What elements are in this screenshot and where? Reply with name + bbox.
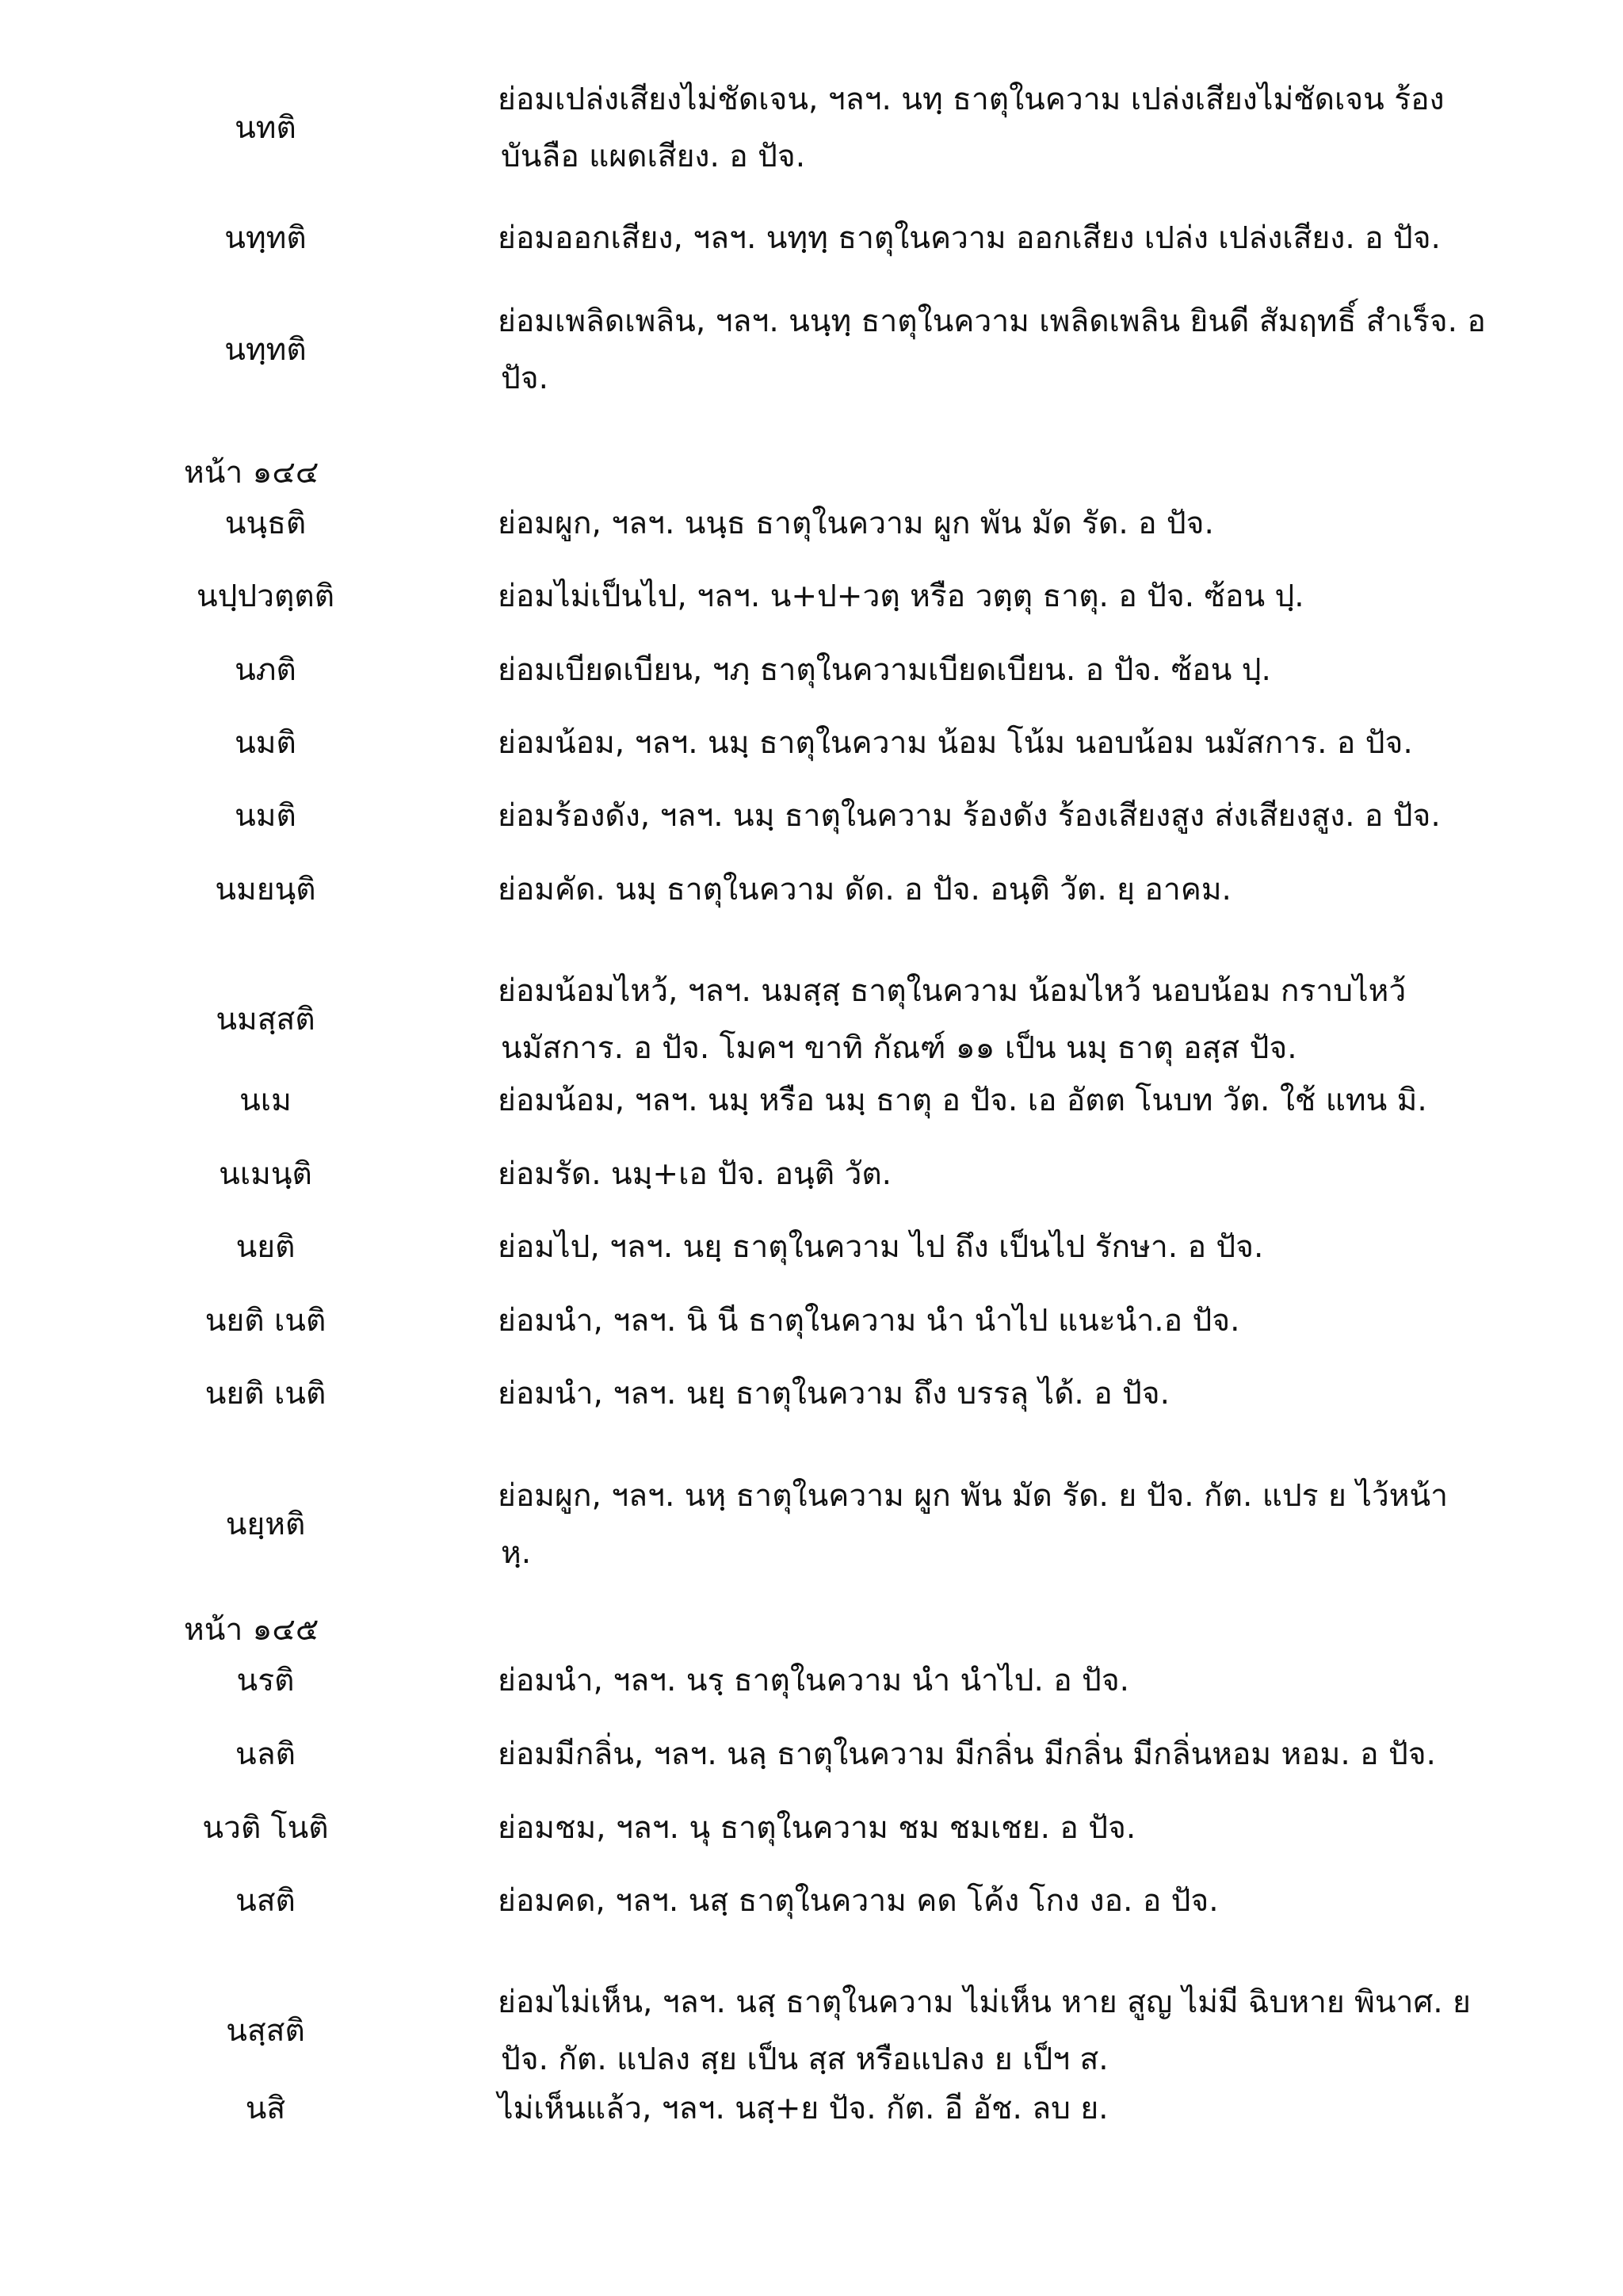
definition-line: ไม่เห็นแล้ว, ฯลฯ. นสฺ+ย ปัจ. กัต. อี อัช. ลบ ย. (498, 2091, 1109, 2126)
definition-line: ย่อมนำ, ฯลฯ. นยฺ ธาตุในความ ถึง บรรลุ ได้. อ ปัจ. (498, 1376, 1170, 1412)
definition-line: ย่อมคด, ฯลฯ. นสฺ ธาตุในความ คด โค้ง โกง งอ. อ ปัจ. (498, 1883, 1219, 1919)
dictionary-entry (0, 1800, 1623, 1857)
entry-term: นนฺธติ (224, 506, 307, 541)
entry-definition (498, 1366, 1560, 1423)
definition-line: ย่อมไม่เป็นไป, ฯลฯ. น+ป+วตฺ หรือ วตฺตุ ธาตุ. อ ปัจ. ซ้อน ปฺ. (498, 579, 1304, 614)
entry-term: นปฺปวตฺตติ (196, 579, 335, 614)
entry-term: นมสฺสติ (216, 1002, 315, 1037)
dictionary-entry (0, 1219, 1623, 1276)
dictionary-entry (0, 495, 1623, 552)
dictionary-entry (0, 210, 1623, 267)
dictionary-entry (0, 2080, 1623, 2137)
entry-term: นเมนฺติ (219, 1156, 312, 1192)
entry-definition (498, 1072, 1560, 1129)
definition-line: ย่อมชม, ฯลฯ. นุ ธาตุในความ ชม ชมเชย. อ ปัจ. (498, 1810, 1136, 1846)
entry-term: นรติ (236, 1663, 295, 1698)
definition-line: ย่อมเบียดเบียน, ฯภฺ ธาตุในความเบียดเบียน. อ ปัจ. ซ้อน ปฺ. (498, 652, 1271, 688)
entry-definition (498, 1873, 1560, 1930)
dictionary-entry (0, 1873, 1623, 1930)
dictionary-entry (0, 71, 1623, 185)
entry-term: นมยนฺติ (215, 872, 316, 907)
dictionary-entry (0, 963, 1623, 1077)
dictionary-entry (0, 1652, 1623, 1710)
definition-line: ย่อมไม่เห็น, ฯลฯ. นสฺ ธาตุในความ ไม่เห็น หาย สูญ ไม่มี ฉิบหาย พินาศ. ย (498, 1985, 1471, 2020)
entry-term: นทฺทติ (224, 332, 307, 368)
entry-definition (498, 1800, 1560, 1857)
definition-line: ย่อมคัด. นมฺ ธาตุในความ ดัด. อ ปัจ. อนฺติ วัต. ยฺ อาคม. (498, 872, 1232, 907)
definition-line: หฺ. (501, 1535, 532, 1571)
definition-line: ย่อมออกเสียง, ฯลฯ. นทฺทฺ ธาตุในความ ออกเสียง เปล่ง เปล่งเสียง. อ ปัจ. (498, 220, 1441, 256)
dictionary-entry (0, 293, 1623, 407)
definition-line: ย่อมร้องดัง, ฯลฯ. นมฺ ธาตุในความ ร้องดัง ร้องเสียงสูง ส่งเสียงสูง. อ ปัจ. (498, 798, 1441, 834)
dictionary-entry (0, 1726, 1623, 1783)
dictionary-entry (0, 642, 1623, 699)
dictionary-entry (0, 1974, 1623, 2088)
entry-definition (498, 1726, 1560, 1783)
definition-line: ย่อมน้อม, ฯลฯ. นมฺ หรือ นมฺ ธาตุ อ ปัจ. เอ อัตต โนบท วัต. ใช้ แทน มิ. (498, 1083, 1427, 1118)
entry-definition (498, 1146, 1560, 1203)
entry-definition (498, 715, 1560, 772)
definition-line: ย่อมไป, ฯลฯ. นยฺ ธาตุในความ ไป ถึง เป็นไป รักษา. อ ปัจ. (498, 1229, 1264, 1265)
entry-definition (498, 1219, 1560, 1276)
entry-definition (498, 495, 1560, 552)
entry-definition (498, 2080, 1560, 2137)
definition-line: ย่อมรัด. นมฺ+เอ ปัจ. อนฺติ วัต. (498, 1156, 892, 1192)
entry-definition (498, 963, 1560, 1077)
entry-definition (498, 1468, 1560, 1582)
entry-term: นเม (239, 1083, 292, 1118)
definition-line: ย่อมเพลิดเพลิน, ฯลฯ. นนฺทฺ ธาตุในความ เพลิดเพลิน ยินดี สัมฤทธิ์ สำเร็จ. อ (498, 304, 1486, 339)
definition-line: นมัสการ. อ ปัจ. โมคฯ ขาทิ กัณฑ์ ๑๑ เป็น นมฺ ธาตุ อสฺส ปัจ. (501, 1030, 1297, 1066)
entry-definition (498, 642, 1560, 699)
dictionary-entry (0, 1146, 1623, 1203)
dictionary-entry (0, 1293, 1623, 1350)
definition-line: ปัจ. กัต. แปลง สฺย เป็น สฺส หรือแปลง ย เป็ฯ ส. (501, 2042, 1109, 2077)
entry-term: นภติ (235, 652, 296, 688)
definition-line: ย่อมมีกลิ่น, ฯลฯ. นลฺ ธาตุในความ มีกลิ่น มีกลิ่น มีกลิ่นหอม หอม. อ ปัจ. (498, 1736, 1436, 1772)
definition-line: ย่อมนำ, ฯลฯ. นรฺ ธาตุในความ นำ นำไป. อ ปัจ. (498, 1663, 1130, 1698)
entry-definition (498, 861, 1560, 919)
entry-term: นทฺทติ (224, 220, 307, 256)
dictionary-entry (0, 568, 1623, 625)
definition-line: ปัจ. (501, 361, 549, 396)
entry-definition (498, 568, 1560, 625)
entry-definition (498, 1974, 1560, 2088)
entry-definition (498, 1652, 1560, 1710)
entry-definition (498, 71, 1560, 185)
entry-term: นสิ (245, 2091, 286, 2126)
dictionary-entry (0, 861, 1623, 919)
entry-definition (498, 788, 1560, 845)
entry-term: นสติ (235, 1883, 296, 1919)
entry-term: นทติ (235, 110, 296, 146)
entry-term: นยติ เนติ (204, 1376, 327, 1412)
definition-line: บันลือ แผดเสียง. อ ปัจ. (501, 139, 806, 174)
page-number-heading: หน้า ๑๔๕ (184, 1612, 319, 1648)
definition-line: ย่อมเปล่งเสียงไม่ชัดเจน, ฯลฯ. นทฺ ธาตุในความ เปล่งเสียงไม่ชัดเจน ร้อง (498, 82, 1445, 117)
entry-term: นยติ (235, 1229, 296, 1265)
entry-definition (498, 210, 1560, 267)
entry-term: นลติ (235, 1736, 296, 1772)
dictionary-entry (0, 1468, 1623, 1582)
definition-line: ย่อมนำ, ฯลฯ. นิ นี ธาตุในความ นำ นำไป แนะนำ.อ ปัจ. (498, 1303, 1240, 1339)
entry-term: นมติ (235, 798, 296, 834)
entry-term: นมติ (235, 725, 296, 761)
definition-line: ย่อมผูก, ฯลฯ. นหฺ ธาตุในความ ผูก พัน มัด รัด. ย ปัจ. กัต. แปร ย ไว้หน้า (498, 1478, 1449, 1514)
definition-line: ย่อมน้อมไหว้, ฯลฯ. นมสฺสฺ ธาตุในความ น้อมไหว้ นอบน้อม กราบไหว้ (498, 973, 1407, 1009)
entry-term: นยติ เนติ (204, 1303, 327, 1339)
dictionary-entry (0, 788, 1623, 845)
dictionary-entry (0, 715, 1623, 772)
page-number-heading: หน้า ๑๔๔ (184, 455, 319, 491)
entry-definition (498, 1293, 1560, 1350)
entry-term: นยฺหติ (225, 1507, 306, 1542)
entry-definition (498, 293, 1560, 407)
dictionary-entry (0, 1366, 1623, 1423)
dictionary-entry (0, 1072, 1623, 1129)
definition-line: ย่อมผูก, ฯลฯ. นนฺธ ธาตุในความ ผูก พัน มัด รัด. อ ปัจ. (498, 506, 1214, 541)
definition-line: ย่อมน้อม, ฯลฯ. นมฺ ธาตุในความ น้อม โน้ม นอบน้อม นมัสการ. อ ปัจ. (498, 725, 1413, 761)
entry-term: นวติ โนติ (202, 1810, 329, 1846)
entry-term: นสฺสติ (226, 2013, 305, 2049)
